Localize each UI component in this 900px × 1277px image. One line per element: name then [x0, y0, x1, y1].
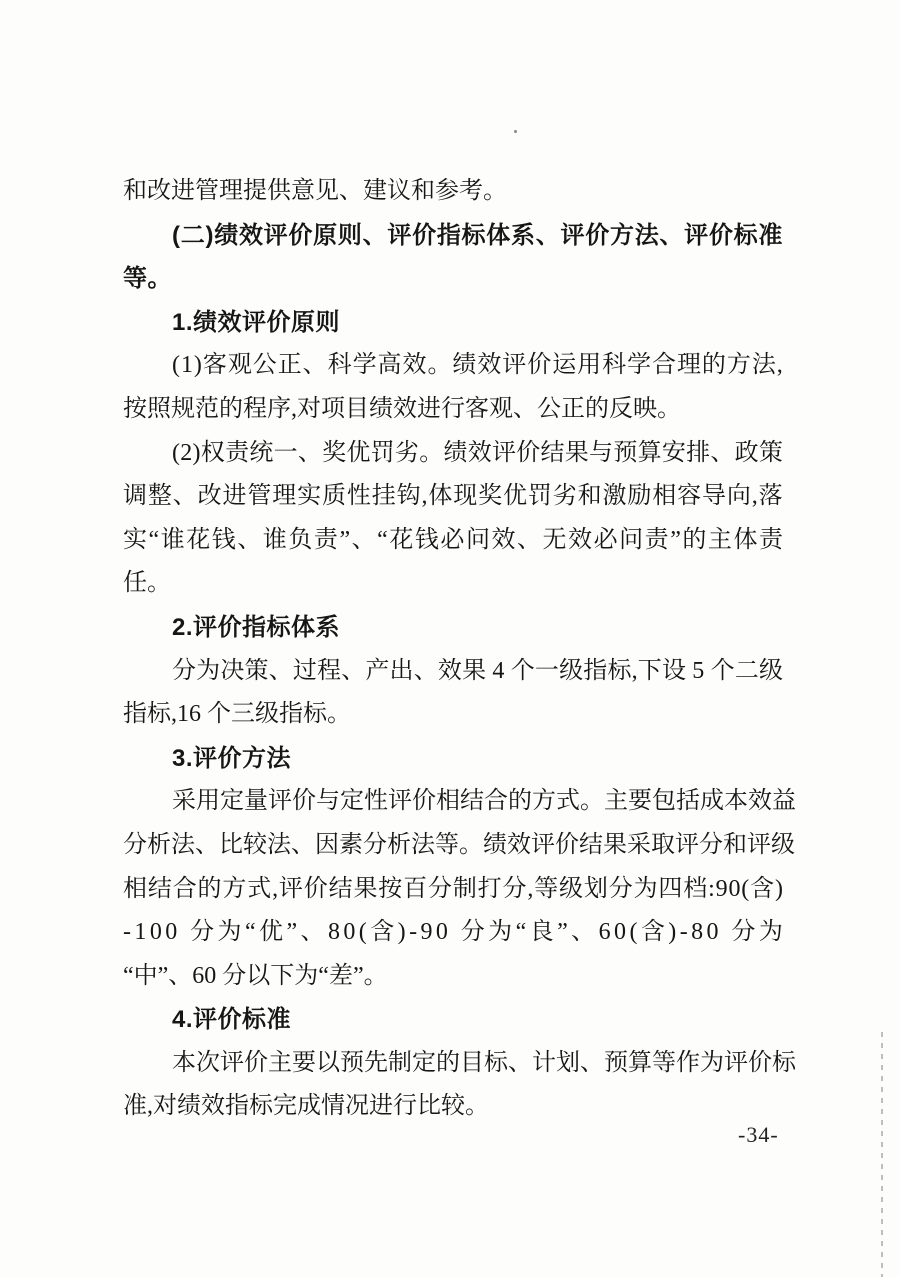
text-line: 相 结 合 的 方 式 , 评 价 结 果 按 百 分 制 打 分 , 等 级 划 分 为 四 档 : 9 0 ( 含 ) [123, 875, 783, 902]
text-line: 分 为 决 策 、 过 程 、 产 出 、 效 果 4 个 一 级 指 标 , 下 设 5 个 二 级 [172, 657, 783, 684]
document-lines [123, 170, 796, 1129]
heading-line: 3.评价方法 [172, 744, 292, 772]
text-line: 本 次 评 价 主 要 以 预 先 制 定 的 目 标 、 计 划 、 预 算 等 作 为 评 价 标 [172, 1049, 796, 1076]
text-line: 任。 [123, 570, 171, 597]
page-number: -34- [738, 1122, 779, 1147]
text-line: - 1 0 0 分 为 “ 优 ” 、 8 0 ( 含 ) - 9 0 分 为 “ 良 ” 、 6 0 ( 含 ) - 8 0 分 为 [123, 919, 783, 946]
scan-artifact-line [881, 1032, 883, 1277]
text-line: 按照规范的程序,对项目绩效进行客观、公正的反映。 [123, 395, 681, 422]
text-line: 调 整 、 改 进 管 理 实 质 性 挂 钩 , 体 现 奖 优 罚 劣 和 激 励 相 容 导 向 , 落 [123, 483, 783, 510]
text-line: 采 用 定 量 评 价 与 定 性 评 价 相 结 合 的 方 式 。 主 要 包 括 成 本 效 益 [172, 788, 796, 815]
text-line: ( 1 ) 客 观 公 正 、 科 学 高 效 。 绩 效 评 价 运 用 科 学 合 理 的 方 法 , [172, 352, 783, 379]
text-line: ( 2 ) 权 责 统 一 、 奖 优 罚 劣 。 绩 效 评 价 结 果 与 预 算 安 排 、 政 策 [172, 439, 783, 466]
text-line: “中”、60 分以下为“差”。 [123, 962, 388, 989]
heading-line: ( 二 ) 绩 效 评 价 原 则 、 评 价 指 标 体 系 、 评 价 方 法 、 评 价 标 准 [172, 221, 783, 249]
text-line: 实 “ 谁 花 钱 、 谁 负 责 ” 、 “ 花 钱 必 问 效 、 无 效 必 问 责 ” 的 主 体 责 [123, 526, 783, 553]
scan-speck [514, 130, 517, 133]
heading-line: 2.评价指标体系 [172, 613, 341, 641]
heading-line: 1.绩效评价原则 [172, 308, 341, 336]
text-line: 准,对绩效指标完成情况进行比较。 [123, 1093, 489, 1120]
heading-line: 等。 [123, 265, 172, 293]
text-line: 指标,16 个三级指标。 [123, 701, 351, 728]
text-line: 分 析 法 、 比 较 法 、 因 素 分 析 法 等 。 绩 效 评 价 结 果 采 取 评 分 和 评 级 [123, 831, 795, 858]
text-line: 和改进管理提供意见、建议和参考。 [123, 178, 507, 204]
heading-line: 4.评价标准 [172, 1006, 292, 1034]
